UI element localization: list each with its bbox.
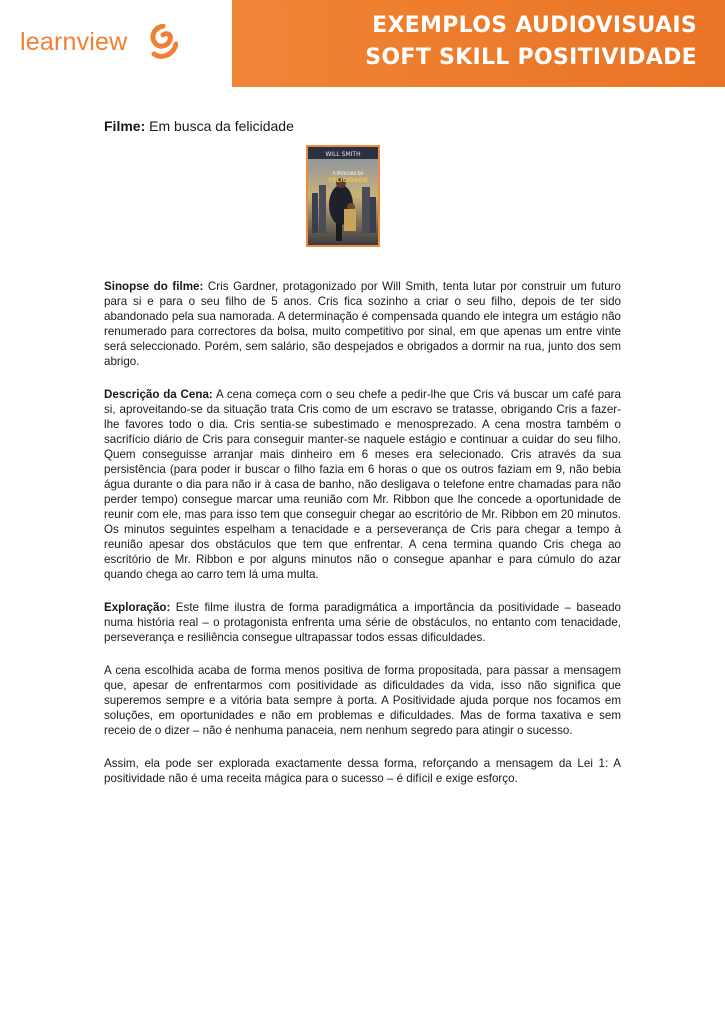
page-header — [0, 0, 725, 87]
conclusion-paragraph: A cena escolhida acaba de forma menos positiva de forma propositada, para passar a mensagem que, apesar de enfrentarmos com positividade as dificuldades da vida, isso não significa que superemos sempre e a vitória bata sempre à porta. A Positividade ajuda porque nos focamos em soluções, em oportunidades e não em problemas e dificuldades. Mas de forma taxativa e sem receio de o dizer – não é nenhuma panaceia, nem nenhum segredo para atingir o sucesso. — [104, 664, 621, 737]
exploracao-label: Exploração: — [104, 601, 171, 614]
logo-panel — [0, 0, 232, 87]
descricao-paragraph — [104, 387, 621, 582]
sinopse-label: Sinopse do filme: — [104, 280, 204, 293]
film-title: Em busca da felicidade — [149, 118, 294, 134]
learnview-swirl-icon — [148, 24, 178, 60]
descricao-text: A cena começa com o seu chefe a pedir-lhe que Cris vá buscar um café para si, aproveitando-se da situação trata Cris como de um escravo se tratasse, obrigando Cris a fazer-lhe favores todo o dia. Cris sentia-se subestimado e menosprezado. A cena mostra também o sacrifício diário de Cris para conseguir manter-se naquele estágio e continuar a cuidar do seu filho. Quem conseguisse arranjar mais dinheiro em 6 meses era selecionado. Cris através da sua persistência (para poder ir buscar o filho fazia em 6 horas o que os outros faziam em 9, não bebia água durante o dia para não ir à casa de banho, não desligava o telefone entre chamadas para não perder tempo) consegue marcar uma reunião com Mr. Ribbon que lhe concede a oportunidade de reunir com ele, mas para isso tem que conseguir chegar ao escritório de Mr. Ribbon em 20 minutos. Os minutos seguintes espelham a tenacidade e a perseverança de Cris para chegar a tempo à reunião apesar dos obstáculos que tem que enfrentar. A cena termina quando Cris chega ao escritório de Mr. Ribbon e por alguns minutos não o consegue apanhar e para cúmulo do azar quando chega ao carro tem lá uma multa. — [104, 388, 621, 581]
movie-poster-icon — [308, 147, 378, 245]
poster-top-text: WILL SMITH — [325, 151, 361, 158]
learnview-logo-text: learnview — [20, 28, 128, 56]
movie-poster-image — [306, 145, 380, 247]
sinopse-paragraph — [104, 279, 621, 369]
poster-title-a: À PROCURA DA — [332, 171, 364, 176]
film-title-line — [104, 118, 294, 134]
sinopse-text: Cris Gardner, protagonizado por Will Smith, tenta lutar por construir um futuro para si e para o seu filho de 5 anos. Cris fica sozinho a criar o seu filho, depois de ter sido abandonado pela sua namorada. A determinação é compensada quando ele integra um estágio não renumerado para correctores da bolsa, muito competitivo por sinal, em que apenas um entre vinte será seleccionado. Porém, sem salário, são despejados e obrigados a dormir na rua, junto dos sem abrigo. — [104, 280, 621, 368]
document-body — [104, 279, 621, 804]
exploracao-paragraph — [104, 600, 621, 645]
final-paragraph: Assim, ela pode ser explorada exactamente dessa forma, reforçando a mensagem da Lei 1: A positividade não é uma receita mágica para o sucesso – é difícil e exige esforço. — [104, 757, 621, 785]
exploracao-text: Este filme ilustra de forma paradigmática a importância da positividade – baseado numa história real – o protagonista enfrenta uma série de obstáculos, no entanto com tenacidade, perseverança e resiliência consegue ultrapassar todos essas dificuldades. — [104, 601, 621, 644]
header-title — [277, 10, 697, 74]
poster-title-b: FELICIDADE — [328, 177, 368, 184]
header-title-line-2: SOFT SKILL POSITIVIDADE — [365, 45, 697, 70]
descricao-label: Descrição da Cena: — [104, 388, 213, 401]
film-label: Filme: — [104, 118, 146, 134]
header-title-line-1: EXEMPLOS AUDIOVISUAIS — [372, 13, 697, 38]
